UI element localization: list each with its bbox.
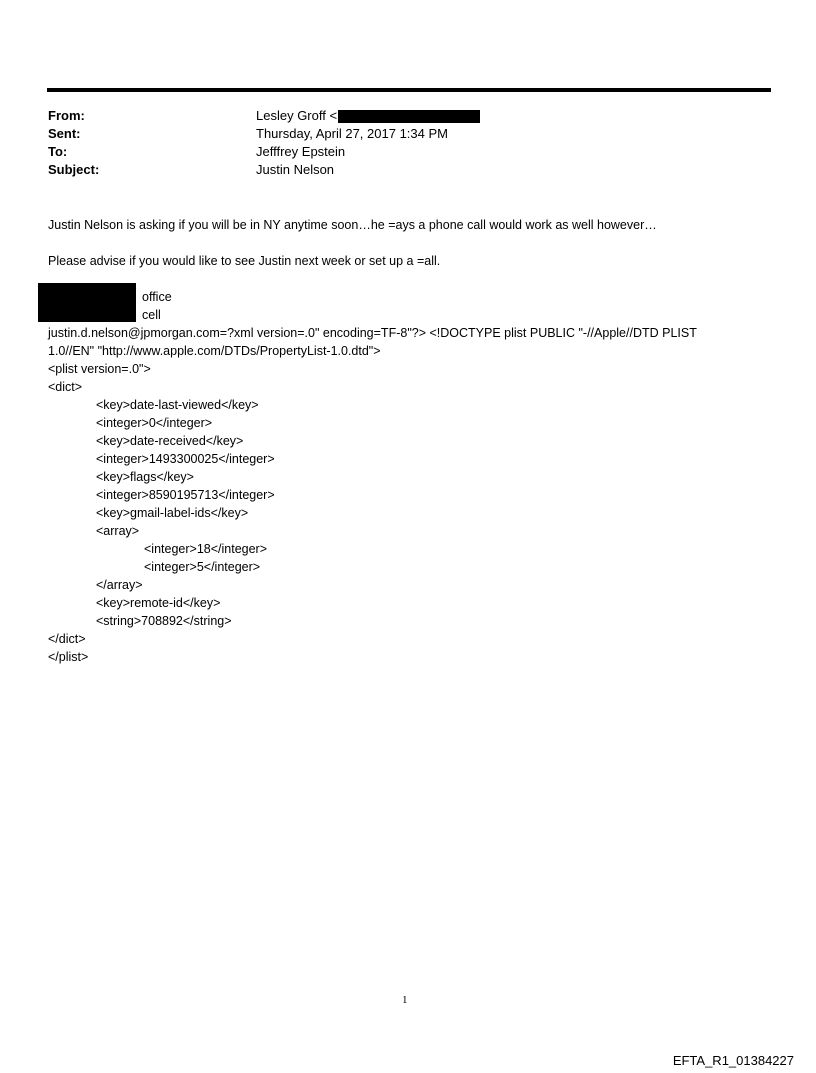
cell-label: cell xyxy=(142,308,161,322)
document-id: EFTA_R1_01384227 xyxy=(672,1053,794,1068)
plist-line: <integer>5</integer> xyxy=(144,560,261,574)
subject-label: Subject: xyxy=(48,162,100,177)
sent-label: Sent: xyxy=(48,126,81,141)
email-address-line: justin.d.nelson@jpmorgan.com=?xml version=.0" encoding=TF-8"?> <!DOCTYPE plist PUBLIC "-//Apple//DTD PLIST xyxy=(48,326,697,340)
plist-line: <integer>1493300025</integer> xyxy=(96,452,275,466)
plist-line: <key>remote-id</key> xyxy=(96,596,221,610)
plist-line: <key>date-received</key> xyxy=(96,434,244,448)
from-label: From: xyxy=(48,108,85,123)
page-number: 1 xyxy=(402,994,408,1006)
plist-line: <dict> xyxy=(48,380,83,394)
redaction-block xyxy=(38,283,136,322)
plist-line: <integer>8590195713</integer> xyxy=(96,488,275,502)
plist-line: <key>gmail-label-ids</key> xyxy=(96,506,249,520)
office-label: office xyxy=(142,290,172,304)
dtd-line: 1.0//EN" "http://www.apple.com/DTDs/PropertyList-1.0.dtd"> xyxy=(48,344,381,358)
sent-value: Thursday, April 27, 2017 1:34 PM xyxy=(256,126,448,141)
plist-line: <array> xyxy=(96,524,140,538)
plist-line: <integer>0</integer> xyxy=(96,416,213,430)
to-label: To: xyxy=(48,144,68,159)
plist-line: </plist> xyxy=(48,650,89,664)
plist-line: <string>708892</string> xyxy=(96,614,232,628)
subject-value: Justin Nelson xyxy=(256,162,335,177)
from-name: Lesley Groff < xyxy=(256,108,338,123)
header-rule xyxy=(47,88,771,92)
plist-line: <key>date-last-viewed</key> xyxy=(96,398,259,412)
plist-line: <plist version=.0"> xyxy=(48,362,151,376)
plist-line: <key>flags</key> xyxy=(96,470,194,484)
plist-line: </array> xyxy=(96,578,143,592)
from-value xyxy=(256,107,480,125)
redaction-block xyxy=(338,110,480,123)
to-value: Jefffrey Epstein xyxy=(256,144,346,159)
plist-line: <integer>18</integer> xyxy=(144,542,268,556)
body-paragraph: Please advise if you would like to see Justin next week or set up a =all. xyxy=(48,254,441,268)
plist-line: </dict> xyxy=(48,632,86,646)
body-paragraph: Justin Nelson is asking if you will be in NY anytime soon…he =ays a phone call would work as well however… xyxy=(48,218,657,232)
